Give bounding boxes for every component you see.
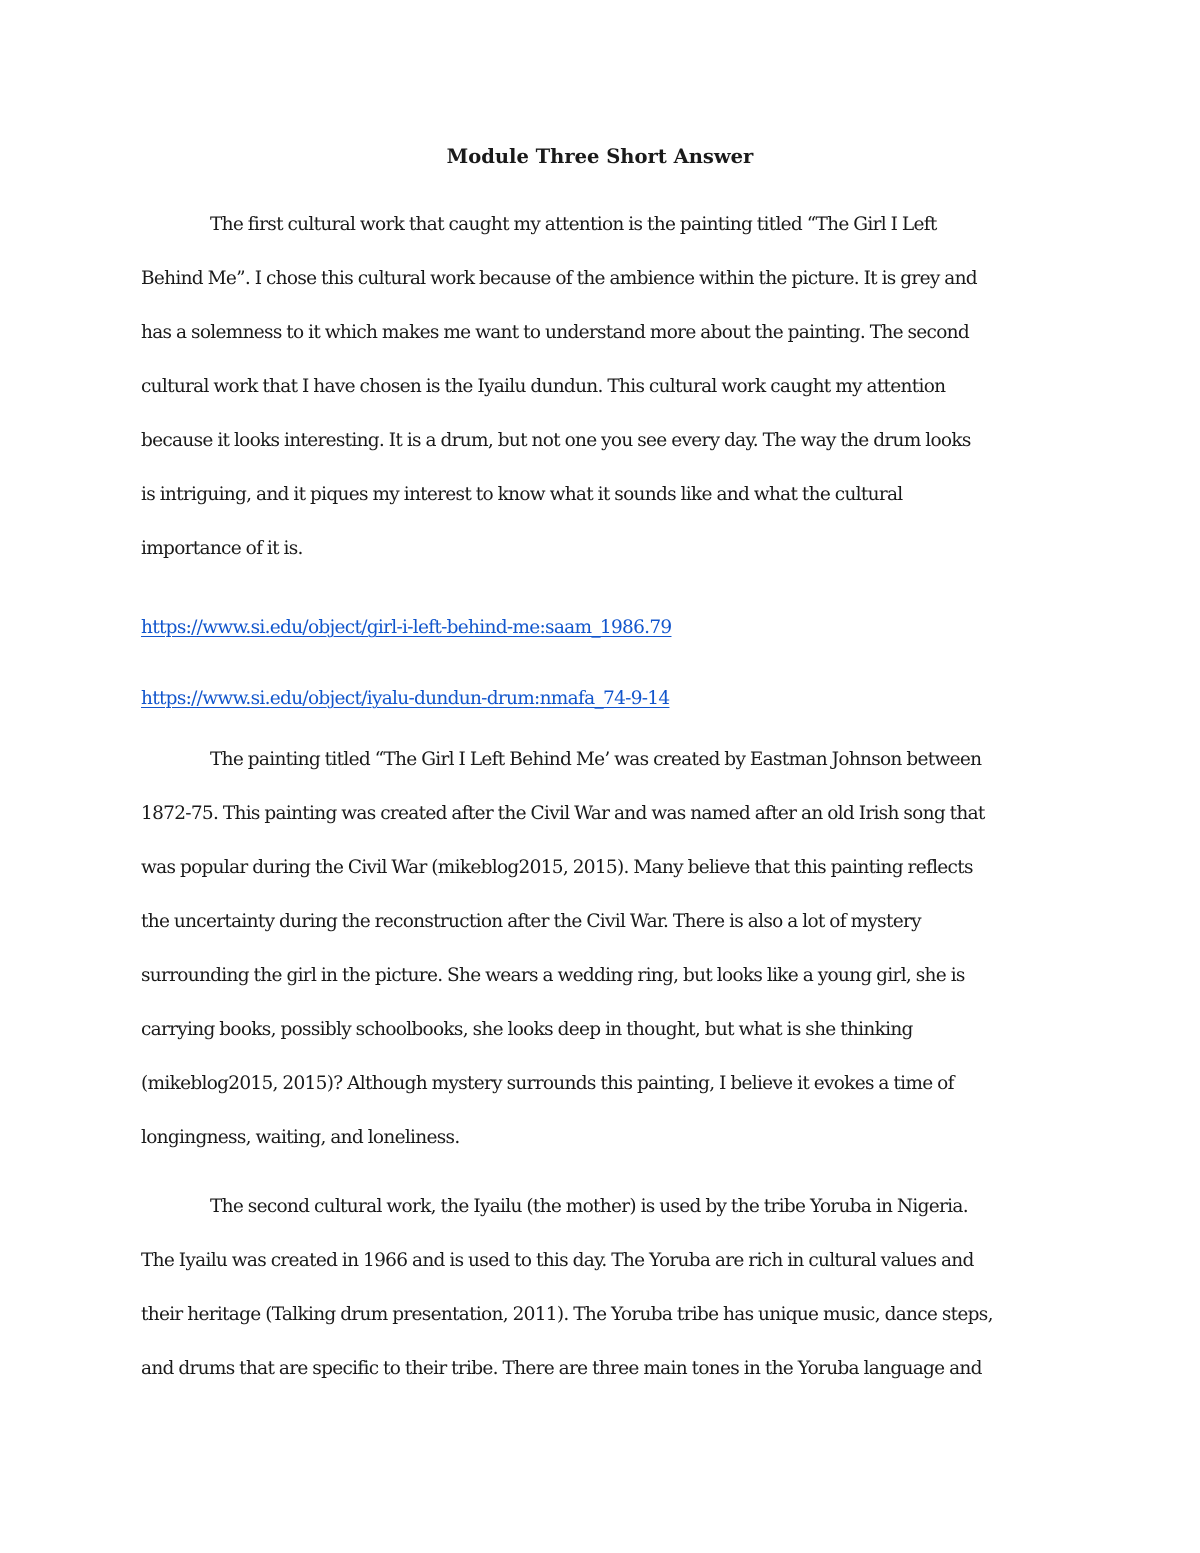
paragraph-line: The Iyailu was created in 1966 and is used to this day. The Yoruba are rich in cultural values and — [141, 1250, 974, 1271]
paragraph-line: The painting titled “The Girl I Left Behind Me’ was created by Eastman Johnson between — [210, 749, 982, 770]
drum-link[interactable]: https://www.si.edu/object/iyalu-dundun-drum:nmafa_74-9-14 — [141, 688, 670, 709]
paragraph-line: Behind Me”. I chose this cultural work because of the ambience within the picture. It is grey and — [141, 268, 977, 289]
paragraph-first-cultural-work — [141, 198, 1061, 576]
paragraph-line: longingness, waiting, and loneliness. — [141, 1127, 460, 1148]
document-title: Module Three Short Answer — [446, 145, 754, 168]
paragraph-line: because it looks interesting. It is a drum, but not one you see every day. The way the drum looks — [141, 430, 971, 451]
painting-link[interactable]: https://www.si.edu/object/girl-i-left-behind-me:saam_1986.79 — [141, 617, 672, 638]
paragraph-line: surrounding the girl in the picture. She wears a wedding ring, but looks like a young girl, she is — [141, 965, 965, 986]
paragraph-line: The first cultural work that caught my attention is the painting titled “The Girl I Left — [210, 214, 937, 235]
paragraph-painting — [141, 733, 1061, 1165]
paragraph-drum — [141, 1180, 1061, 1396]
reference-links — [141, 592, 1061, 734]
paragraph-line: The second cultural work, the Iyailu (the mother) is used by the tribe Yoruba in Nigeria. — [210, 1196, 968, 1217]
paragraph-line: the uncertainty during the reconstruction after the Civil War. There is also a lot of mystery — [141, 911, 921, 932]
paragraph-line: their heritage (Talking drum presentation, 2011). The Yoruba tribe has unique music, dance steps, — [141, 1304, 993, 1325]
link-line — [141, 592, 1061, 663]
paragraph-line: carrying books, possibly schoolbooks, she looks deep in thought, but what is she thinking — [141, 1019, 913, 1040]
paragraph-line: was popular during the Civil War (mikeblog2015, 2015). Many believe that this painting reflects — [141, 857, 973, 878]
paragraph-line: and drums that are specific to their tribe. There are three main tones in the Yoruba language and — [141, 1358, 982, 1379]
paragraph-line: cultural work that I have chosen is the Iyailu dundun. This cultural work caught my attention — [141, 376, 946, 397]
paragraph-line: 1872-75. This painting was created after the Civil War and was named after an old Irish song that — [141, 803, 985, 824]
link-line — [141, 663, 1061, 734]
paragraph-line: (mikeblog2015, 2015)? Although mystery surrounds this painting, I believe it evokes a time of — [141, 1073, 954, 1094]
paragraph-line: has a solemness to it which makes me want to understand more about the painting. The second — [141, 322, 970, 343]
paragraph-line: is intriguing, and it piques my interest to know what it sounds like and what the cultural — [141, 484, 903, 505]
paragraph-line: importance of it is. — [141, 538, 303, 559]
